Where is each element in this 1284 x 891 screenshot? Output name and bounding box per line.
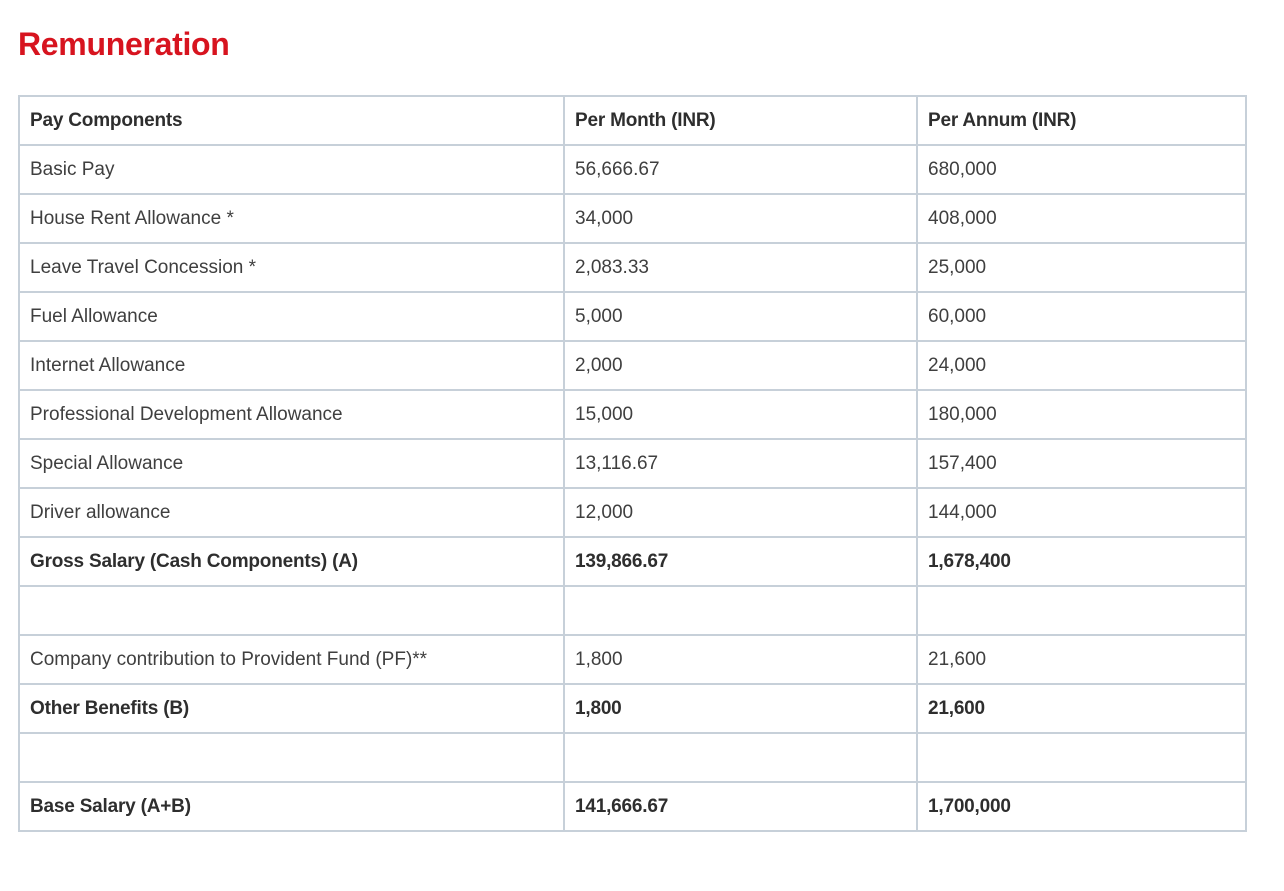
cell-per-month: 1,800: [564, 684, 917, 733]
table-header-row: [19, 96, 1246, 145]
cell-per-annum: 21,600: [917, 635, 1246, 684]
table-row: [19, 341, 1246, 390]
table-row: [19, 292, 1246, 341]
header-per-annum: Per Annum (INR): [917, 96, 1246, 145]
cell-pay-component: Fuel Allowance: [19, 292, 564, 341]
header-pay-components: Pay Components: [19, 96, 564, 145]
table-row: [19, 537, 1246, 586]
cell-per-annum: [917, 586, 1246, 635]
table-row: [19, 194, 1246, 243]
cell-per-annum: 180,000: [917, 390, 1246, 439]
cell-pay-component: Company contribution to Provident Fund (PF)**: [19, 635, 564, 684]
cell-per-annum: 157,400: [917, 439, 1246, 488]
cell-pay-component: Special Allowance: [19, 439, 564, 488]
cell-per-annum: 21,600: [917, 684, 1246, 733]
cell-per-month: 56,666.67: [564, 145, 917, 194]
remuneration-table: [18, 95, 1247, 832]
table-row: [19, 145, 1246, 194]
cell-per-month: 2,083.33: [564, 243, 917, 292]
cell-per-month: 139,866.67: [564, 537, 917, 586]
cell-per-month: 34,000: [564, 194, 917, 243]
table-row: [19, 586, 1246, 635]
cell-per-month: [564, 586, 917, 635]
cell-per-annum: 24,000: [917, 341, 1246, 390]
cell-per-annum: 1,678,400: [917, 537, 1246, 586]
cell-per-annum: 1,700,000: [917, 782, 1246, 831]
table-row: [19, 733, 1246, 782]
cell-pay-component: Driver allowance: [19, 488, 564, 537]
cell-per-month: 13,116.67: [564, 439, 917, 488]
cell-pay-component: [19, 733, 564, 782]
table-row: [19, 439, 1246, 488]
cell-per-annum: 680,000: [917, 145, 1246, 194]
cell-per-month: [564, 733, 917, 782]
cell-per-annum: [917, 733, 1246, 782]
cell-pay-component: Gross Salary (Cash Components) (A): [19, 537, 564, 586]
table-row: [19, 635, 1246, 684]
table-row: [19, 684, 1246, 733]
cell-per-annum: 25,000: [917, 243, 1246, 292]
table-row: [19, 488, 1246, 537]
cell-per-annum: 60,000: [917, 292, 1246, 341]
table-body: [19, 145, 1246, 831]
cell-pay-component: Basic Pay: [19, 145, 564, 194]
cell-per-annum: 144,000: [917, 488, 1246, 537]
page-title: Remuneration: [18, 26, 230, 62]
cell-per-month: 2,000: [564, 341, 917, 390]
cell-per-month: 12,000: [564, 488, 917, 537]
cell-pay-component: House Rent Allowance *: [19, 194, 564, 243]
cell-per-month: 5,000: [564, 292, 917, 341]
cell-per-month: 1,800: [564, 635, 917, 684]
table-row: [19, 390, 1246, 439]
table-row: [19, 782, 1246, 831]
cell-pay-component: Other Benefits (B): [19, 684, 564, 733]
cell-per-annum: 408,000: [917, 194, 1246, 243]
cell-per-month: 141,666.67: [564, 782, 917, 831]
header-per-month: Per Month (INR): [564, 96, 917, 145]
cell-pay-component: Internet Allowance: [19, 341, 564, 390]
cell-pay-component: [19, 586, 564, 635]
table-row: [19, 243, 1246, 292]
cell-pay-component: Base Salary (A+B): [19, 782, 564, 831]
cell-pay-component: Professional Development Allowance: [19, 390, 564, 439]
cell-per-month: 15,000: [564, 390, 917, 439]
cell-pay-component: Leave Travel Concession *: [19, 243, 564, 292]
